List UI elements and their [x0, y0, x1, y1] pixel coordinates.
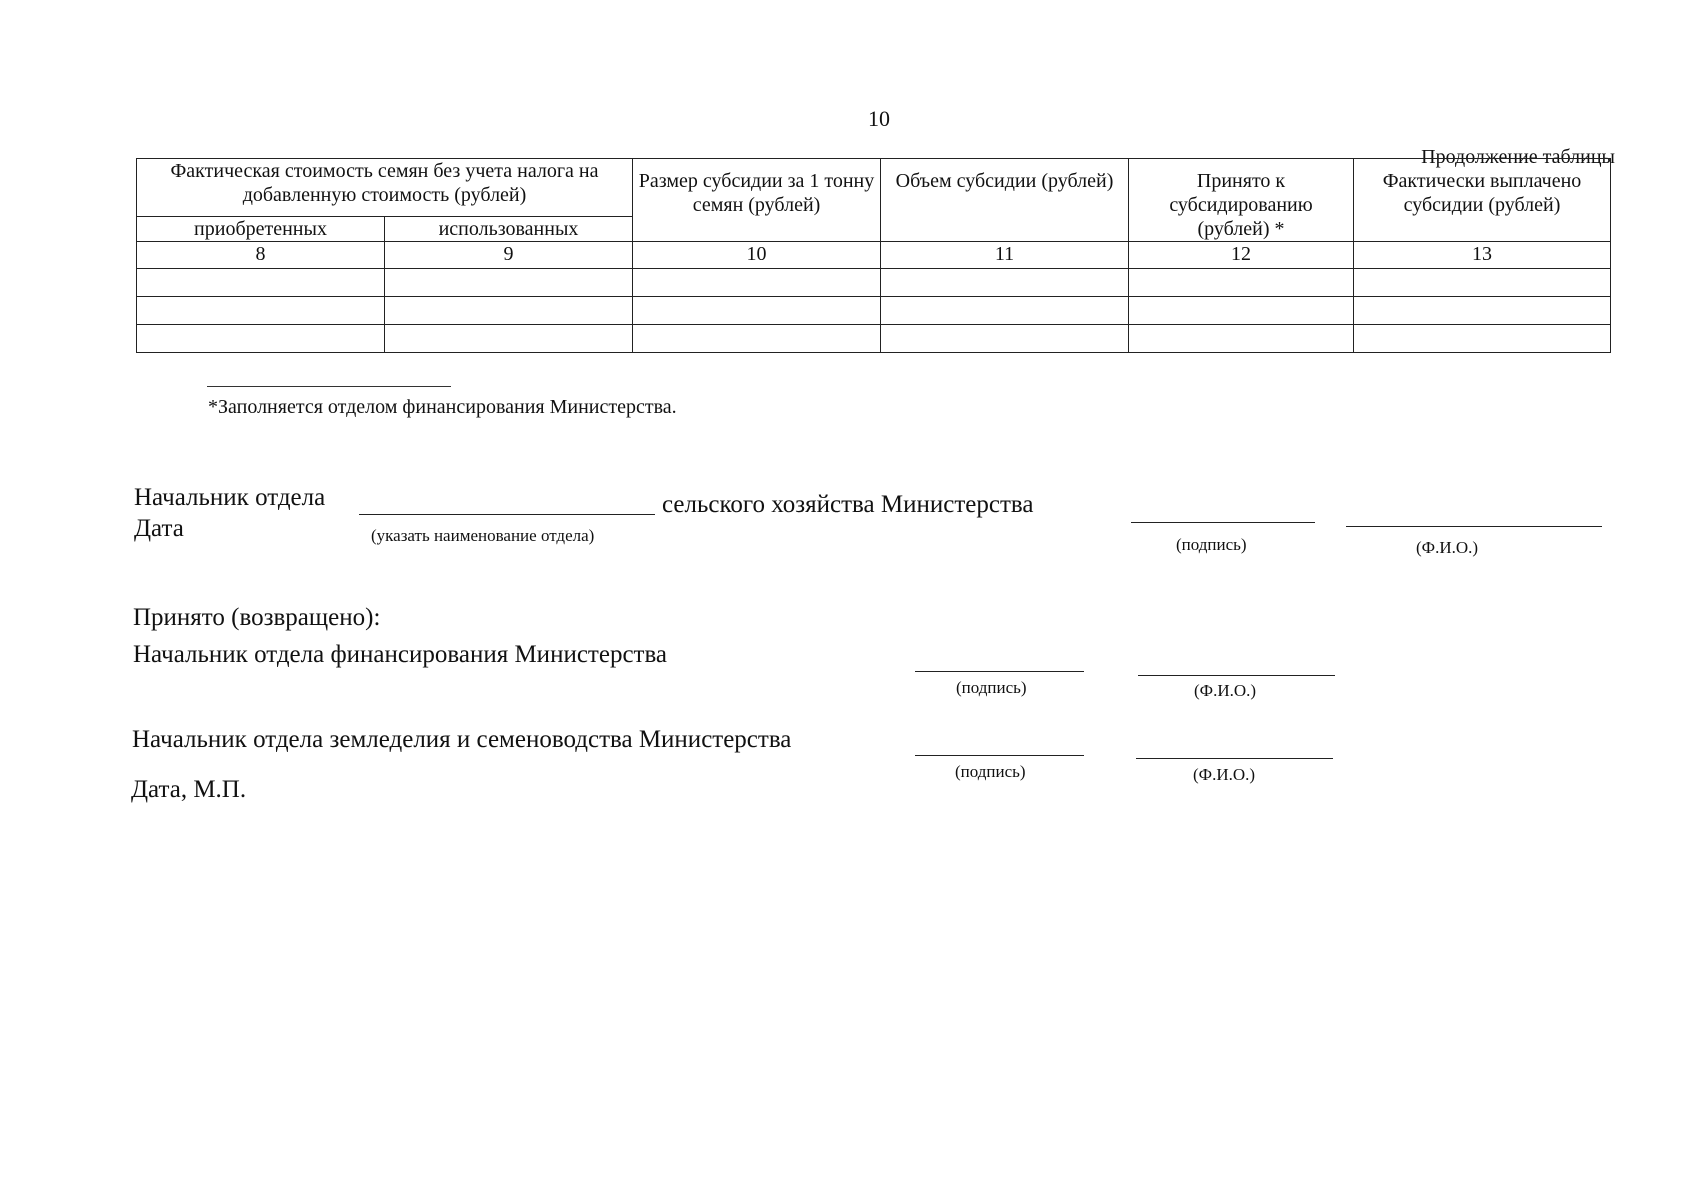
subheader-purchased: приобретенных [137, 216, 385, 241]
agri-head-label: Начальник отдела земледелия и семеноводства Министерства [132, 726, 792, 753]
subheader-used: использованных [385, 216, 633, 241]
table-cell [137, 297, 385, 325]
header-paid: Фактически выплачено субсидии (рублей) [1354, 159, 1611, 242]
table-cell [1354, 325, 1611, 353]
table-row [137, 325, 1611, 353]
column-number: 12 [1129, 242, 1354, 269]
table-cell [881, 269, 1129, 297]
table-row [137, 269, 1611, 297]
accepted-label: Принято (возвращено): [133, 604, 381, 631]
table-cell [633, 325, 881, 353]
column-number: 13 [1354, 242, 1611, 269]
fio-line [1136, 758, 1333, 759]
table-cell [385, 325, 633, 353]
table-cell [633, 269, 881, 297]
table-cell [385, 269, 633, 297]
date-stamp-label: Дата, М.П. [131, 776, 247, 803]
signature-line [915, 755, 1084, 756]
fio-hint: (Ф.И.О.) [1193, 765, 1256, 784]
signature-hint: (подпись) [955, 762, 1026, 781]
page-number: 10 [868, 106, 890, 131]
column-number: 9 [385, 242, 633, 269]
header-volume: Объем субсидии (рублей) [881, 159, 1129, 242]
continuation-label: Продолжение таблицы [1421, 146, 1615, 168]
date-label: Дата [134, 515, 184, 542]
head-department-suffix: сельского хозяйства Министерства [662, 491, 1034, 518]
column-number-row [137, 242, 1611, 269]
signature-hint: (подпись) [956, 678, 1027, 697]
header-accepted: Принято к субсидированию (рублей) * [1129, 159, 1354, 242]
table-cell [1129, 325, 1354, 353]
data-table [136, 158, 1611, 353]
fio-line [1138, 675, 1335, 676]
column-number: 11 [881, 242, 1129, 269]
table-cell [1354, 269, 1611, 297]
table-cell [881, 325, 1129, 353]
table-cell [1129, 297, 1354, 325]
fio-line [1346, 526, 1602, 527]
table-row [137, 297, 1611, 325]
department-hint: (указать наименование отдела) [371, 526, 595, 545]
footnote-rule [207, 386, 451, 387]
footnote: *Заполняется отделом финансирования Министерства. [208, 396, 677, 418]
fio-hint: (Ф.И.О.) [1416, 538, 1479, 557]
table-cell [1354, 297, 1611, 325]
table-cell [881, 297, 1129, 325]
table-cell [385, 297, 633, 325]
column-number: 10 [633, 242, 881, 269]
header-actual-cost: Фактическая стоимость семян без учета налога на добавленную стоимость (рублей) [137, 159, 633, 217]
table-cell [1129, 269, 1354, 297]
table-cell [633, 297, 881, 325]
signature-hint: (подпись) [1176, 535, 1247, 554]
table-header-row [137, 159, 1611, 217]
finance-head-label: Начальник отдела финансирования Министерства [133, 641, 668, 668]
signature-line [915, 671, 1084, 672]
head-label: Начальник отдела [134, 484, 326, 511]
table-cell [137, 269, 385, 297]
fio-hint: (Ф.И.О.) [1194, 681, 1257, 700]
department-line [359, 514, 655, 515]
signature-line [1131, 522, 1315, 523]
header-rate: Размер субсидии за 1 тонну семян (рублей) [633, 159, 881, 242]
column-number: 8 [137, 242, 385, 269]
table-cell [137, 325, 385, 353]
